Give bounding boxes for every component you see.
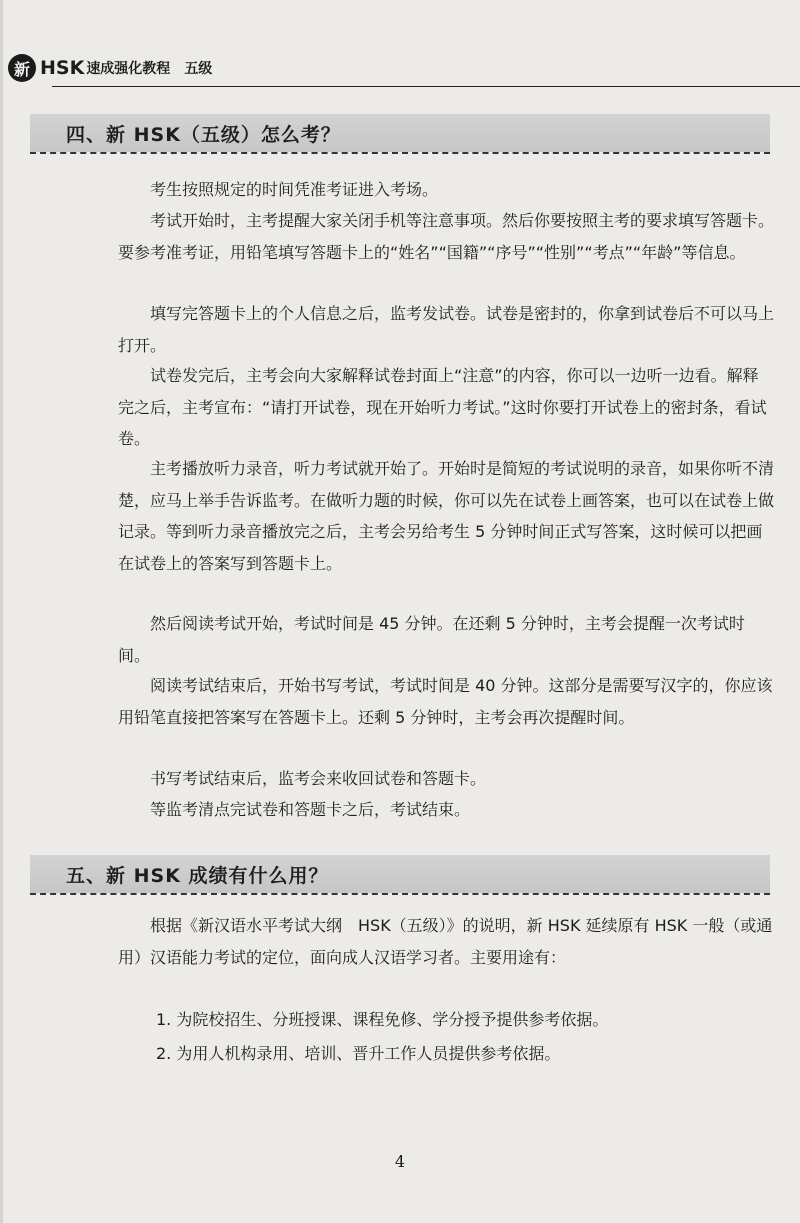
paragraph: 考生按照规定的时间凭准考证进入考场。 [150,180,439,199]
paragraph: 等监考清点完试卷和答题卡之后，考试结束。 [150,800,471,819]
paragraph: 然后阅读考试开始，考试时间是 45 分钟。在还剩 5 分钟时，主考会提醒一次考试时间。 [118,614,745,665]
section-4-heading [30,114,770,152]
series-logo: 新 [8,54,36,82]
section-5-divider [30,893,770,895]
section-4-divider [30,152,770,154]
list-item: 2. 为用人机构录用、培训、晋升工作人员提供参考依据。 [156,1044,561,1063]
paragraph: 书写考试结束后，监考会来收回试卷和答题卡。 [150,769,487,788]
paragraph: 根据《新汉语水平考试大纲 HSK（五级）》的说明，新 HSK 延续原有 HSK 一般（或通用）汉语能力考试的定位，面向成人汉语学习者。主要用途有： [118,916,773,967]
paragraph: 主考播放听力录音，听力考试就开始了。开始时是简短的考试说明的录音，如果你听不清楚，应马上举手告诉监考。在做听力题的时候，你可以先在试卷上画答案，也可以在试卷上做记录。等到听力录音播放完之后，主考会另给考生 5 分钟时间正式写答案，这时候可以把画在试卷上的答案写到答题卡上。 [118,459,775,573]
section-5-title: 五、新 HSK 成绩有什么用？ [66,864,329,887]
paragraph: 阅读考试结束后，开始书写考试，考试时间是 40 分钟。这部分是需要写汉字的，你应该用铅笔直接把答案写在答题卡上。还剩 5 分钟时，主考会再次提醒时间。 [118,676,773,727]
list-item: 1. 为院校招生、分班授课、课程免修、学分授予提供参考依据。 [156,1010,609,1029]
book-level: 五级 [184,61,213,77]
paragraph: 填写完答题卡上的个人信息之后，监考发试卷。试卷是密封的，你拿到试卷后不可以马上打开。 [118,304,775,355]
page-number: 4 [394,1152,406,1171]
section-5-heading [30,855,770,893]
book-title: 速成强化教程 [86,61,171,77]
section-4-title: 四、新 HSK（五级）怎么考？ [66,123,341,146]
page-edge [0,0,3,1223]
paragraph: 试卷发完后，主考会向大家解释试卷封面上“注意”的内容，你可以一边听一边看。解释完之后，主考宣布：“请打开试卷，现在开始听力考试。”这时你要打开试卷上的密封条，看试卷。 [118,366,767,449]
paragraph: 考试开始时，主考提醒大家关闭手机等注意事项。然后你要按照主考的要求填写答题卡。要参考准考证，用铅笔填写答题卡上的“姓名”“国籍”“序号”“性别”“考点”“年龄”等信息。 [118,211,775,262]
brand-hsk: HSK [40,57,85,79]
running-header [8,52,212,84]
header-rule [52,86,800,87]
